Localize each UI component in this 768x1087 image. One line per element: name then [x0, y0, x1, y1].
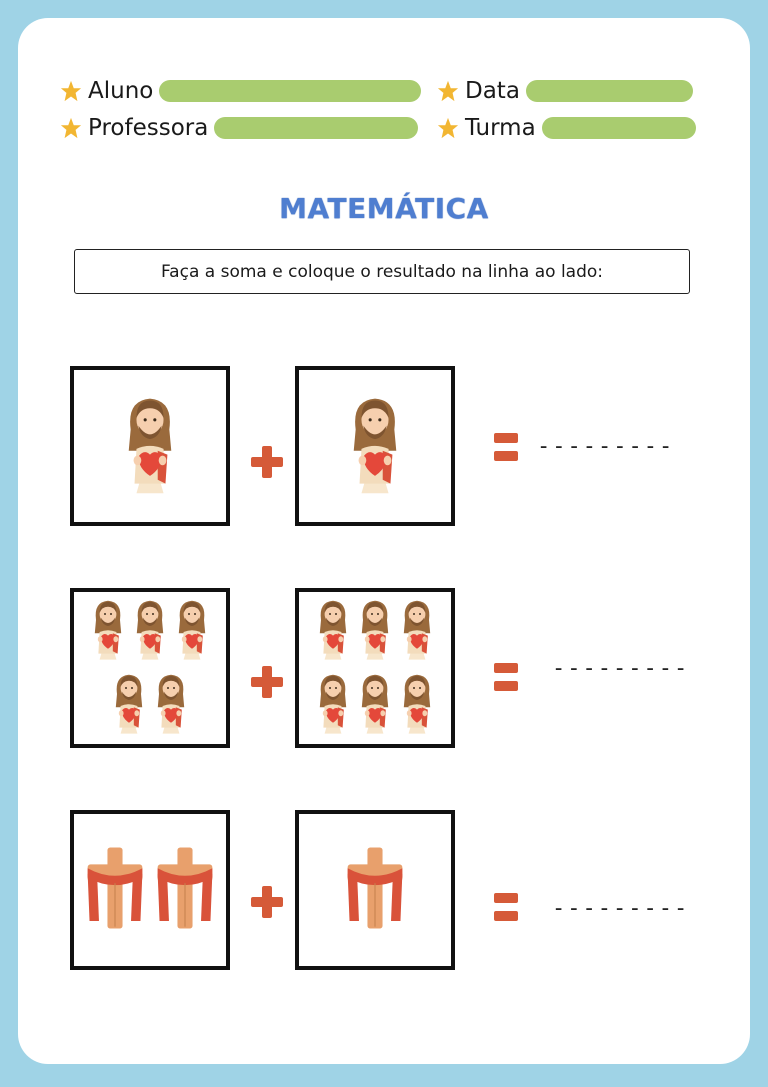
plus-sign: [251, 886, 283, 918]
problem-3-right-box: [295, 810, 455, 970]
plus-sign: [251, 446, 283, 478]
problem-1-left-box: [70, 366, 230, 526]
field-data: [437, 76, 693, 106]
jesus-icon: [356, 670, 394, 740]
answer-line-1[interactable]: ---------: [537, 434, 675, 459]
instruction-box: Faça a soma e coloque o resultado na linha ao lado:: [74, 249, 690, 294]
professora-input-line[interactable]: [214, 117, 418, 139]
jesus-icon: [131, 596, 169, 666]
plus-sign: [251, 666, 283, 698]
star-icon: [437, 117, 459, 139]
answer-line-2[interactable]: ---------: [552, 656, 690, 681]
jesus-icon: [121, 389, 179, 503]
field-aluno: [60, 76, 421, 106]
equals-sign: [494, 432, 518, 462]
problem-3-left-box: [70, 810, 230, 970]
field-label-aluno: Aluno: [88, 78, 154, 104]
problem-1-right-box: [295, 366, 455, 526]
field-professora: [60, 113, 418, 143]
jesus-icon: [398, 596, 436, 666]
equals-sign: [494, 892, 518, 922]
jesus-icon: [173, 596, 211, 666]
data-input-line[interactable]: [526, 80, 693, 102]
jesus-icon: [314, 670, 352, 740]
equals-sign: [494, 662, 518, 692]
answer-line-3[interactable]: ---------: [552, 896, 690, 921]
jesus-icon: [356, 596, 394, 666]
star-icon: [60, 80, 82, 102]
star-icon: [437, 80, 459, 102]
jesus-icon: [89, 596, 127, 666]
field-label-turma: Turma: [465, 115, 536, 141]
cross-icon: [342, 845, 408, 935]
aluno-input-line[interactable]: [159, 80, 421, 102]
jesus-icon: [398, 670, 436, 740]
problem-2-right-box: [295, 588, 455, 748]
cross-icon: [82, 845, 148, 935]
problem-2-left-box: [70, 588, 230, 748]
star-icon: [60, 117, 82, 139]
field-turma: [437, 113, 696, 143]
jesus-icon: [110, 670, 148, 740]
page-title: MATEMÁTICA: [279, 192, 489, 225]
field-label-professora: Professora: [88, 115, 209, 141]
turma-input-line[interactable]: [542, 117, 696, 139]
jesus-icon: [346, 389, 404, 503]
jesus-icon: [152, 670, 190, 740]
jesus-icon: [314, 596, 352, 666]
cross-icon: [152, 845, 218, 935]
field-label-data: Data: [465, 78, 520, 104]
